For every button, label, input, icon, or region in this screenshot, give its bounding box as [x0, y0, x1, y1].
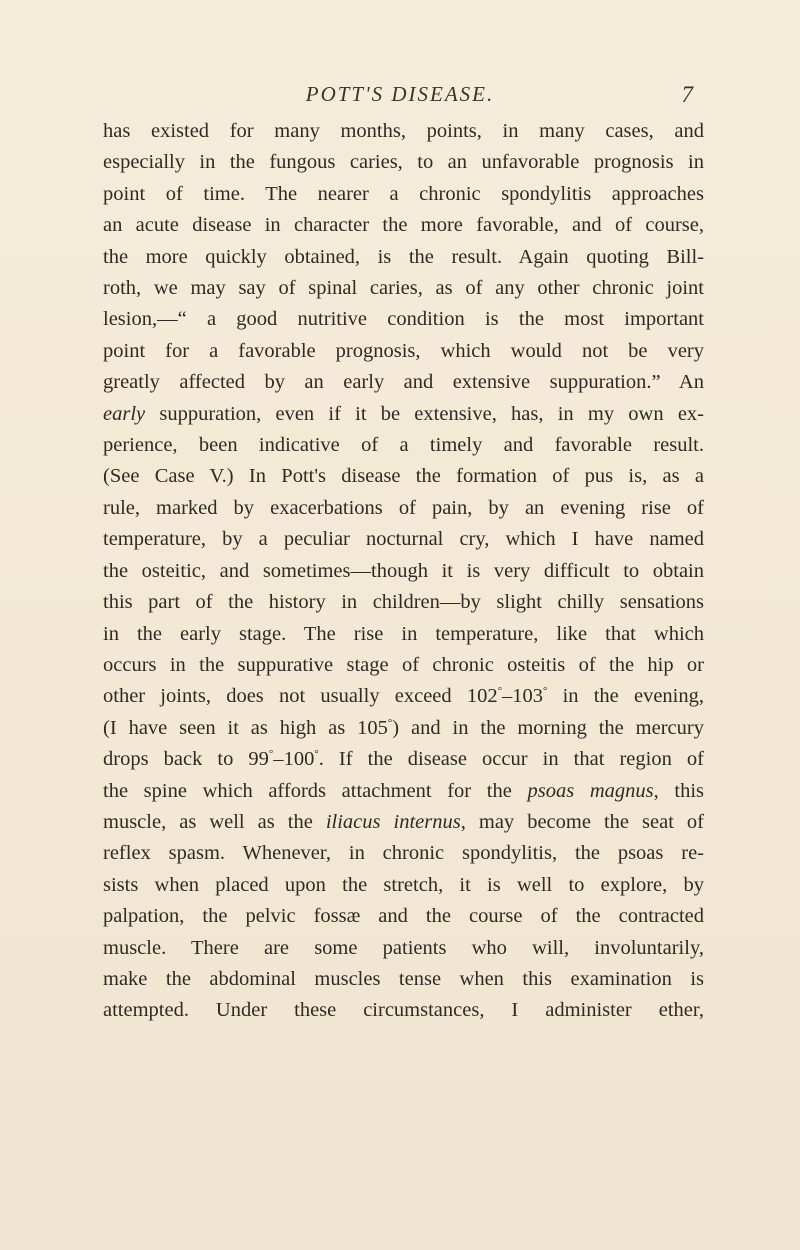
page-number: 7	[681, 82, 695, 107]
text-line: this part of the history in children—by slight chilly sensations	[103, 591, 704, 614]
running-title: POTT'S DISEASE.	[305, 82, 495, 106]
text-line: greatly affected by an early and extensive suppuration.” An	[103, 371, 704, 394]
text-line: has existed for many months, points, in many cases, and	[103, 120, 704, 142]
text-line: lesion,—“ a good nutritive condition is the most important	[103, 308, 704, 331]
body-text	[103, 116, 704, 1027]
degree-sign: °	[314, 748, 319, 761]
text-line: occurs in the suppurative stage of chronic osteitis of the hip or	[103, 653, 704, 676]
running-head	[0, 82, 800, 110]
text-line: point for a favorable prognosis, which would not be very	[103, 339, 704, 362]
text-line: drops back to 99°–100°. If the disease occur in that region of	[103, 748, 704, 771]
degree-sign: °	[268, 748, 274, 761]
text-line: the more quickly obtained, is the result. Again quoting Bill-	[103, 245, 704, 268]
text-line: attempted. Under these circumstances, I administer ether,	[103, 999, 704, 1022]
degree-sign: °	[497, 685, 502, 698]
text-line: rule, marked by exacerbations of pain, by an evening rise of	[103, 496, 704, 519]
italic-emphasis: iliacus internus	[325, 810, 461, 833]
text-line: in the early stage. The rise in temperature, like that which	[103, 622, 704, 645]
text-line: muscle. There are some patients who will, involuntarily,	[103, 936, 704, 959]
text-line: the osteitic, and sometimes—though it is very difficult to obtain	[103, 559, 704, 582]
text-line: sists when placed upon the stretch, it is well to explore, by	[103, 873, 704, 896]
text-line: temperature, by a peculiar nocturnal cry, which I have named	[103, 528, 704, 551]
text-line: reflex spasm. Whenever, in chronic spondylitis, the psoas re-	[103, 842, 704, 865]
text-line: especially in the fungous caries, to an unfavorable prognosis in	[103, 151, 704, 174]
italic-emphasis: early	[103, 402, 146, 425]
italic-emphasis: psoas magnus	[527, 779, 654, 802]
text-line: other joints, does not usually exceed 102°–103° in the evening,	[103, 685, 704, 708]
text-line: point of time. The nearer a chronic spondylitis approaches	[103, 182, 704, 205]
text-line: palpation, the pelvic fossæ and the course of the contracted	[103, 905, 704, 928]
text-line: make the abdominal muscles tense when this examination is	[103, 967, 704, 990]
text-line: the spine which affords attachment for the psoas magnus, this	[103, 779, 704, 802]
degree-sign: °	[543, 685, 548, 698]
text-line: early suppuration, even if it be extensive, has, in my own ex-	[103, 402, 704, 425]
text-line: muscle, as well as the iliacus internus, may become the seat of	[103, 810, 705, 833]
text-line: (See Case V.) In Pott's disease the formation of pus is, as a	[103, 465, 704, 488]
text-line: an acute disease in character the more favorable, and of course,	[103, 214, 704, 237]
text-line: (I have seen it as high as 105°) and in the morning the mercury	[103, 716, 704, 739]
text-line: perience, been indicative of a timely and favorable result.	[103, 434, 704, 457]
degree-sign: °	[387, 716, 393, 729]
text-line: roth, we may say of spinal caries, as of any other chronic joint	[103, 277, 704, 300]
